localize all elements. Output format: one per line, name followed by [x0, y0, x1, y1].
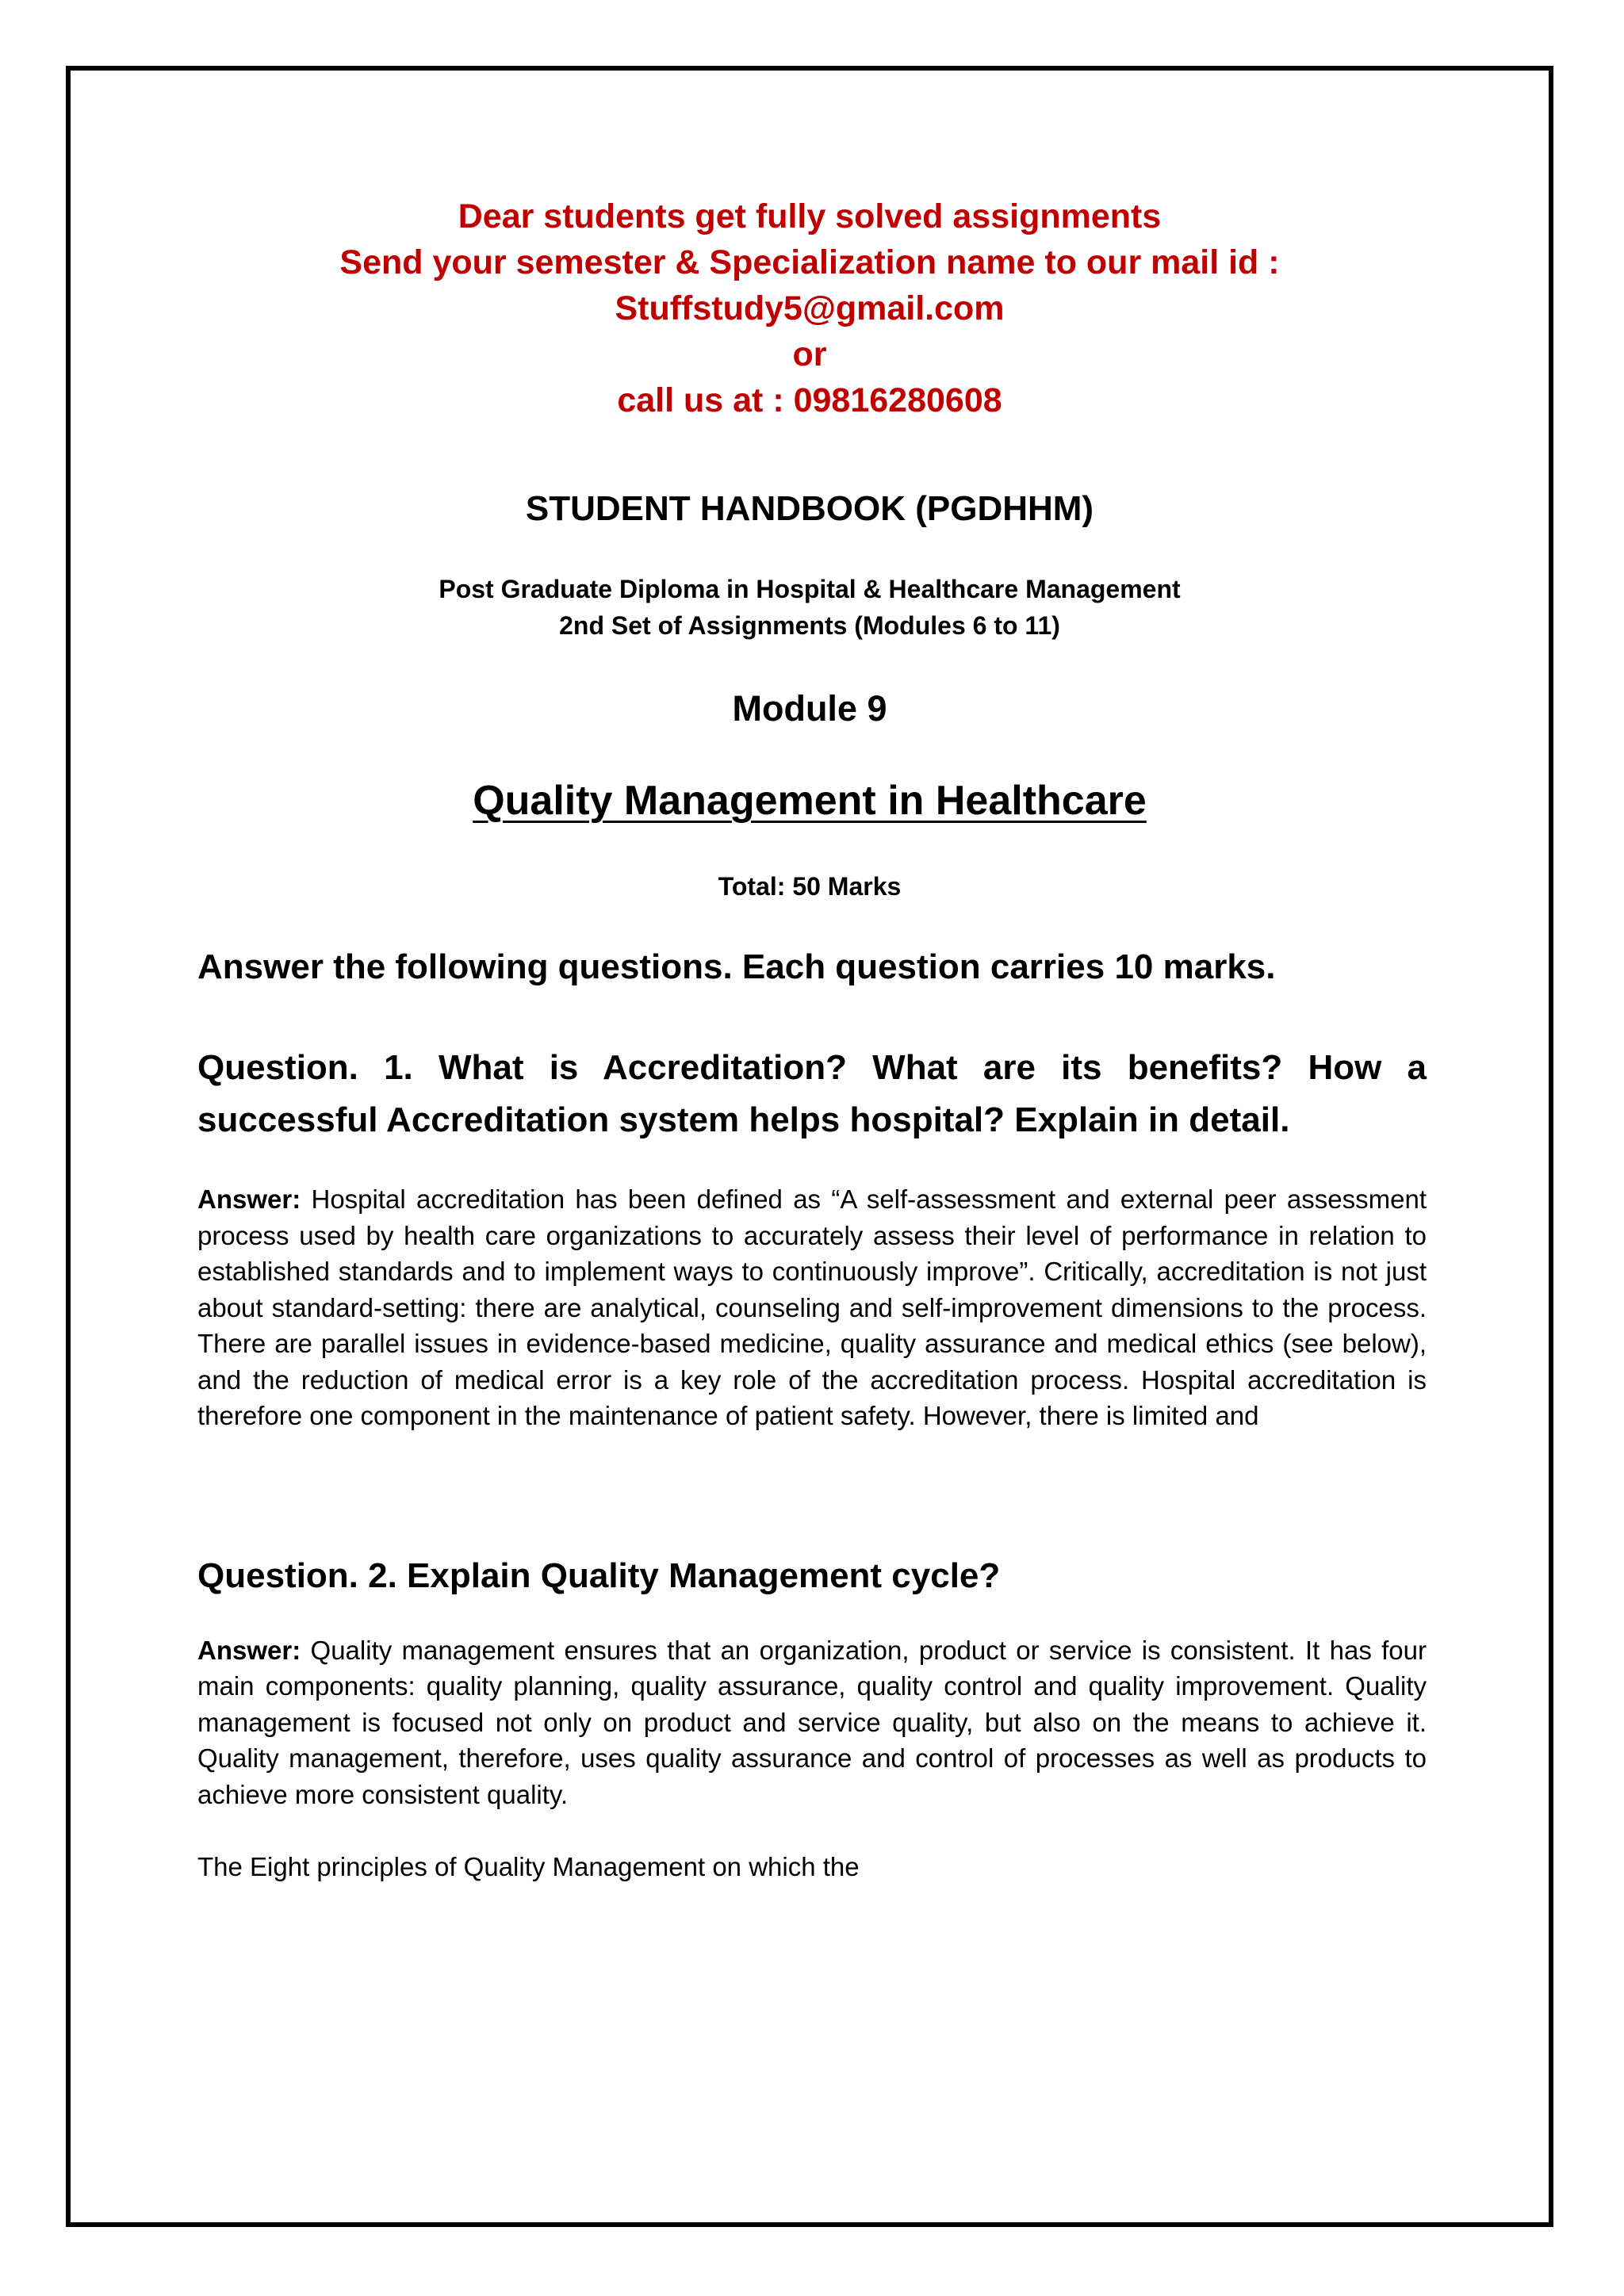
program-name: Post Graduate Diploma in Hospital & Healthcare Management: [439, 575, 1181, 603]
subject-title: Quality Management in Healthcare: [473, 778, 1147, 824]
answer-1-label: Answer:: [197, 1184, 301, 1214]
answer-1-text: Hospital accreditation has been defined as “A self-assessment and external peer assessment process used by health care organizations to accurately assess their level of performance in relation to established standards and to implement ways to continuously improve”. Critically, accreditation is not just about standard-setting: there are analytical, counseling and self-improvement dimensions to the process. There are parallel issues in evidence-based medicine, quality assurance and medical ethics (see below), and the reduction of medical error is a key role of the accreditation process. Hospital accreditation is therefore one component in the maintenance of patient safety. However, there is limited and: [197, 1184, 1427, 1430]
answer-2-text: Quality management ensures that an organization, product or service is consistent. It has four main components: quality planning, quality assurance, quality control and quality improvement. Quality management is focused not only on product and service quality, but also on the means to achieve it. Quality management, therefore, uses quality assurance and control of processes as well as products to achieve more consistent quality.: [197, 1635, 1427, 1809]
question-2: Question. 2. Explain Quality Management cycle?: [197, 1556, 1001, 1595]
principles-paragraph: The Eight principles of Quality Management on which the: [197, 1852, 860, 1881]
handbook-title: STUDENT HANDBOOK (PGDHHM): [525, 489, 1094, 528]
promo-or: or: [792, 335, 827, 373]
answer-2: [197, 1632, 1427, 1813]
promo-phone: call us at : 09816280608: [617, 381, 1002, 419]
promo-banner: [66, 193, 1553, 423]
answer-2-label: Answer:: [197, 1635, 301, 1665]
promo-email: Stuffstudy5@gmail.com: [615, 289, 1005, 327]
questions-section: [197, 943, 1427, 1885]
promo-line-1: Dear students get fully solved assignments: [458, 197, 1162, 235]
answer-1: [197, 1181, 1427, 1434]
total-marks: Total: 50 Marks: [718, 872, 902, 901]
module-number: Module 9: [732, 688, 887, 729]
program-block: [66, 571, 1553, 644]
promo-line-2: Send your semester & Specialization name to our mail id :: [339, 243, 1280, 281]
assignment-set: 2nd Set of Assignments (Modules 6 to 11): [559, 611, 1060, 640]
instructions: Answer the following questions. Each question carries 10 marks.: [197, 947, 1276, 986]
question-1: Question. 1. What is Accreditation? What are its benefits? How a successful Accreditation system helps hospital? Explain in detail.: [197, 1048, 1427, 1139]
